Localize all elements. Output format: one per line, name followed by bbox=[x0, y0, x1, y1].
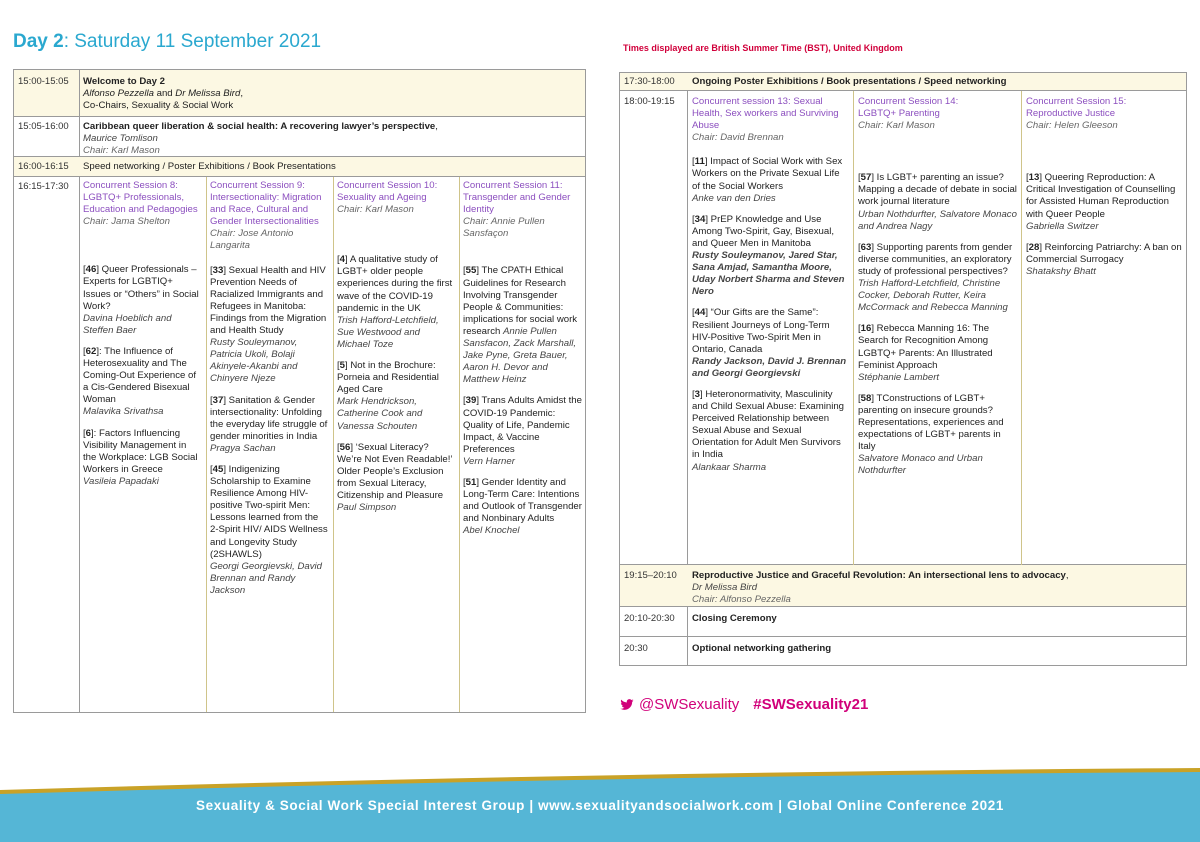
paper-title: ] ‘Sexual Literacy? We’re Not Even Readable!’ Older People’s Exclusion from Sexual Literacy, Citizenship and Pleasure bbox=[337, 441, 453, 501]
paper: [11] Impact of Social Work with Sex Workers on the Private Sexual Life of the Social Workers Anke van den Dries bbox=[692, 156, 850, 204]
paper-authors: Malavika Srivathsa bbox=[83, 406, 164, 418]
paper-title: ] Heteronormativity, Masculinity and Child Sexual Abuse: Examining Perceived Relationship between Sexual Abuse and Sexual Orientation for Adult Men Survivors in India bbox=[692, 388, 844, 461]
paper-authors: Vern Harner bbox=[463, 455, 515, 467]
caribbean-cell bbox=[83, 121, 573, 157]
time-cell: 15:00-15:05 bbox=[18, 76, 69, 87]
closing-title: Closing Ceremony bbox=[692, 613, 777, 624]
session-14-sub: LGBTQ+ Parenting bbox=[858, 108, 940, 120]
paper-id: 5 bbox=[339, 360, 346, 372]
paper-title: ] Queering Reproduction: A Critical Investigation of Counselling for Assisted Human Reproduction with Queer People bbox=[1026, 172, 1176, 220]
time-cell: 16:00-16:15 bbox=[18, 161, 69, 172]
paper-authors: Mark Hendrickson, Catherine Cook and Vanessa Schouten bbox=[337, 396, 423, 432]
paper-authors: Paul Simpson bbox=[337, 502, 397, 514]
paper: [62]: The Influence of Heterosexuality and The Coming-Out Experience of a Cis-Gendered Bisexual Woman Malavika Srivathsa bbox=[83, 346, 201, 419]
paper: [56] ‘Sexual Literacy? We’re Not Even Readable!’ Older People’s Exclusion from Sexual Literacy, Citizenship and Pleasure Paul Simpson bbox=[337, 442, 455, 515]
page-title bbox=[13, 31, 321, 53]
paper: [58] TConstructions of LGBT+ parenting on insecure grounds? Representations, experiences and expectations of LGBT+ parents in Italy Salvatore Monaco and Urban Nothdurfter bbox=[858, 393, 1018, 478]
hashtag-link[interactable]: #SWSexuality21 bbox=[753, 696, 869, 713]
paper: [6]: Factors Influencing Visibility Management in the Workplace: LGB Social Workers in Greece Vasileia Papadaki bbox=[83, 428, 201, 488]
paper-authors: Davina Hoeblich and Steffen Baer bbox=[83, 312, 172, 336]
paper-authors: Stéphanie Lambert bbox=[858, 371, 940, 383]
time-cell: 20:10-20:30 bbox=[624, 613, 675, 624]
paper-title: ] Impact of Social Work with Sex Workers on the Private Sexual Life of the Social Workers bbox=[692, 156, 843, 192]
paper-title: ] Gender Identity and Long-Term Care: Intentions and Outlook of Transgender and Nonbinary Adults bbox=[463, 476, 582, 525]
time-cell: 15:05-16:00 bbox=[18, 121, 69, 132]
session-10-chair: Chair: Karl Mason bbox=[337, 204, 414, 216]
paper-authors: Trish Hafford-Letchfield, Sue Westwood and Michael Toze bbox=[337, 314, 439, 350]
paper-id: 6 bbox=[85, 427, 92, 439]
time-cell: 18:00-19:15 bbox=[624, 96, 675, 107]
paper-id: 37 bbox=[212, 394, 224, 406]
paper: [13] Queering Reproduction: A Critical Investigation of Counselling for Assisted Human Reproduction with Queer People Gabriella Switzer bbox=[1026, 172, 1184, 232]
paper: [34] PrEP Knowledge and Use Among Two-Spirit, Gay, Bisexual, and Queer Men in Manitoba Rusty Souleymanov, Jared Star, Sana Amjad, Samantha Moore, Uday Norbert Sharma and Steven Nero bbox=[692, 214, 850, 299]
paper-title: ] Trans Adults Amidst the COVID-19 Pandemic: Quality of Life, Pandemic Impact, & Vaccine Preferences bbox=[463, 395, 582, 455]
paper-authors: Urban Nothdurfter, Salvatore Monaco and Andrea Nagy bbox=[858, 208, 1017, 232]
paper-title: ] Queer Professionals – Experts for LGBTIQ+ Issues or “Others” in Social Work? bbox=[83, 264, 199, 312]
session-13-chair: Chair: David Brennan bbox=[692, 132, 784, 144]
repro-speaker: Dr Melissa Bird bbox=[692, 582, 758, 594]
session-10-head: Concurrent Session 10 bbox=[337, 180, 435, 191]
paper-id: 56 bbox=[339, 441, 351, 453]
session-14-cell: Concurrent Session 14: LGBTQ+ Parenting Chair: Karl Mason [57] Is LGBT+ parenting an issue? Mapping a decade of debate in social work journal literature Urban Nothdurfter, Salvatore Monaco and Andrea Nagy [63] Supporting parents from gender diverse communities, an exploratory study of professional perspectives? Trish Hafford-Letchfield, Christine Cocker, Deborah Rutter, Keira McCormack and Rebecca Manning [16] Rebecca Manning 16: The Search for Recognition Among LGBTQ+ Parents: An Illustrated Feminist Approach Stéphanie Lambert [58] TConstructions of LGBT+ parenting on insecure grounds? Representations, experiences and expectations of LGBT+ parents in Italy Salvatore Monaco and Urban Nothdurfter bbox=[858, 96, 1017, 477]
welcome-title: Welcome to Day 2 bbox=[83, 76, 165, 87]
speed-title: Speed networking / Poster Exhibitions / Book Presentations bbox=[83, 161, 336, 172]
paper-title: ] “Our Gifts are the Same”: Resilient Journeys of Long-Term HIV-Positive Two-Spirit Men in Ontario, Canada bbox=[692, 307, 830, 355]
paper-title: ] Indigenizing Scholarship to Examine Resilience Among HIV-positive Two-spirit Men: Lessons learned from the 2-Spirit HIV/ AIDS Wellness and Longevity Study (2SHAWLS) bbox=[210, 463, 328, 560]
paper: [5] Not in the Brochure: Porneia and Residential Aged Care Mark Hendrickson, Catherine Cook and Vanessa Schouten bbox=[337, 360, 455, 433]
session-15-head: Concurrent Session 15 bbox=[1026, 96, 1124, 107]
session-9-cell: Concurrent Session 9: Intersectionality: Migration and Race, Cultural and Gender Intersectionalities Chair: Jose Antonio Langarita [33] Sexual Health and HIV Prevention Needs of Racialized Immigrants and Refugees in Manitoba: Findings from the Migration and Health Study Rusty Souleymanov, Patricia Ukoli, Bolaji Akinyele-Akanbi and Chinyere Njeze [37] Sanitation & Gender intersectionality: Unfolding the everyday life struggle of gender minorities in India Pragya Sachan [45] Indigenizing Scholarship to Examine Resilience Among HIV-positive Two-spirit Men: Lessons learned from the 2-Spirit HIV/ AIDS Wellness and Longevity Study (2SHAWLS) Georgi Georgievski, David Brennan and Randy Jackson bbox=[210, 180, 328, 596]
paper-title: ]: Factors Influencing Visibility Management in the Workplace: LGB Social Workers in Greece bbox=[83, 427, 198, 475]
paper-title: ] TConstructions of LGBT+ parenting on insecure grounds? Representations, experiences and expectations of LGBT+ parents in Italy bbox=[858, 392, 1004, 453]
repro-title: Reproductive Justice and Graceful Revolution: An intersectional lens to advocacy bbox=[692, 570, 1066, 581]
paper-authors: Shatakshy Bhatt bbox=[1026, 265, 1096, 277]
bst-note: Times displayed are British Summer Time (BST), United Kingdom bbox=[623, 43, 903, 53]
col-divider bbox=[853, 91, 854, 565]
paper: [44] “Our Gifts are the Same”: Resilient Journeys of Long-Term HIV-Positive Two-Spirit Men in Ontario, Canada Randy Jackson, David J. Brennan and Georgi Georgievski bbox=[692, 307, 850, 380]
session-8-cell: Concurrent Session 8: LGBTQ+ Professionals, Education and Pedagogies Chair: Jama Shelton [46] Queer Professionals – Experts for LGBTIQ+ Issues or “Others” in Social Work? Davina Hoeblich and Steffen Baer [62]: The Influence of Heterosexuality and The Coming-Out Experience of a Cis-Gendered Bisexual Woman Malavika Srivathsa [6]: Factors Influencing Visibility Management in the Workplace: LGB Social Workers in Greece Vasileia Papadaki bbox=[83, 180, 201, 497]
welcome-chair-2: Dr Melissa Bird bbox=[175, 88, 241, 100]
paper-id: 33 bbox=[212, 264, 224, 276]
paper: [4] A qualitative study of LGBT+ older people experiences during the first wave of the COVID-19 pandemic in the UK Trish Hafford-Letchfield, Sue Westwood and Michael Toze bbox=[337, 254, 455, 351]
session-15-chair: Chair: Helen Gleeson bbox=[1026, 120, 1118, 132]
col-divider bbox=[459, 177, 460, 712]
session-13-cell: Concurrent session 13: Sexual Health, Sex workers and Surviving Abuse Chair: David Brennan [11] Impact of Social Work with Sex Workers on the Private Sexual Life of the Social Workers Anke van den Dries [34] PrEP Knowledge and Use Among Two-Spirit, Gay, Bisexual, and Queer Men in Manitoba Rusty Souleymanov, Jared Star, Sana Amjad, Samantha Moore, Uday Norbert Sharma and Steven Nero [44] “Our Gifts are the Same”: Resilient Journeys of Long-Term HIV-Positive Two-Spirit Men in Ontario, Canada Randy Jackson, David J. Brennan and Georgi Georgievski [3] Heteronormativity, Masculinity and Child Sexual Abuse: Examining Perceived Relationship between Sexual Abuse and Sexual Orientation for Adult Men Survivors in India Alankaar Sharma bbox=[692, 96, 850, 483]
and-text: and bbox=[153, 88, 176, 100]
paper-id: 46 bbox=[85, 264, 97, 276]
comma: , bbox=[240, 88, 243, 100]
row-concurrent-8-11 bbox=[14, 177, 585, 712]
paper: [33] Sexual Health and HIV Prevention Needs of Racialized Immigrants and Refugees in Manitoba: Findings from the Migration and Health Study Rusty Souleymanov, Patricia Ukoli, Bolaji Akinyele-Akanbi and Chinyere Njeze bbox=[210, 264, 327, 385]
time-cell: 16:15-17:30 bbox=[18, 181, 69, 192]
paper-id: 44 bbox=[694, 307, 706, 319]
paper-id: 16 bbox=[860, 323, 872, 335]
session-8-head: Concurrent Session 8 bbox=[83, 180, 176, 191]
paper-title: ] Sanitation & Gender intersectionality: Unfolding the everyday life struggle of gender minorities in India bbox=[210, 394, 328, 442]
col-divider bbox=[1021, 91, 1022, 565]
row-ongoing bbox=[620, 73, 1186, 91]
paper-authors: Annie Pullen Sansfacon, Zack Marshall, Jake Pyne, Greta Bauer, Aaron H. Devor and Matthew Heinz bbox=[463, 325, 577, 386]
paper: [45] Indigenizing Scholarship to Examine Resilience Among HIV-positive Two-spirit Men: Lessons learned from the 2-Spirit HIV/ AIDS Wellness and Longevity Study (2SHAWLS) Georgi Georgievski, David Brennan and Randy Jackson bbox=[210, 463, 328, 596]
paper-authors: Anke van den Dries bbox=[692, 192, 776, 204]
paper-id: 63 bbox=[860, 241, 872, 253]
optional-title: Optional networking gathering bbox=[692, 643, 832, 654]
paper-id: 57 bbox=[860, 172, 872, 184]
session-10-cell: Concurrent Session 10: Sexuality and Ageing Chair: Karl Mason [4] A qualitative study of LGBT+ older people experiences during the first wave of the COVID-19 pandemic in the UK Trish Hafford-Letchfield, Sue Westwood and Michael Toze [5] Not in the Brochure: Porneia and Residential Aged Care Mark Hendrickson, Catherine Cook and Vanessa Schouten [56] ‘Sexual Literacy? We’re Not Even Readable!’ Older People’s Exclusion from Sexual Literacy, Citizenship and Pleasure Paul Simpson bbox=[337, 180, 455, 523]
row-speed-networking bbox=[14, 157, 585, 177]
paper: [46] Queer Professionals – Experts for LGBTIQ+ Issues or “Others” in Social Work? Davina Hoeblich and Steffen Baer bbox=[83, 264, 201, 337]
paper-id: 34 bbox=[694, 213, 706, 225]
welcome-sub: Co-Chairs, Sexuality & Social Work bbox=[83, 100, 234, 112]
paper-authors: Alankaar Sharma bbox=[692, 461, 767, 473]
session-13-sub: Sexual Health, Sex workers and Surviving Abuse bbox=[692, 96, 839, 132]
row-optional bbox=[620, 637, 1186, 665]
footer-text: Sexuality & Social Work Special Interest Group | www.sexualityandsocialwork.com | Global Online Conference 2021 bbox=[196, 798, 1004, 813]
paper: [57] Is LGBT+ parenting an issue? Mapping a decade of debate in social work journal literature Urban Nothdurfter, Salvatore Monaco and Andrea Nagy bbox=[858, 172, 1017, 232]
paper-id: 45 bbox=[212, 463, 224, 475]
paper-id: 28 bbox=[1028, 241, 1040, 253]
paper-title: ] The CPATH Ethical Guidelines for Research Involving Transgender People & Communities: implications for social work research bbox=[463, 265, 578, 337]
paper-authors: Georgi Georgievski, David Brennan and Randy Jackson bbox=[210, 560, 322, 596]
row-welcome bbox=[14, 70, 585, 117]
row-reproductive-justice bbox=[620, 565, 1186, 607]
paper-id: 39 bbox=[465, 395, 477, 407]
session-11-sub: Transgender and Gender Identity bbox=[463, 192, 571, 216]
paper-id: 58 bbox=[860, 392, 872, 404]
date-label: : Saturday 11 September 2021 bbox=[63, 31, 322, 52]
paper-id: 51 bbox=[465, 476, 477, 488]
session-9-chair: Chair: Jose Antonio Langarita bbox=[210, 228, 294, 252]
paper: [3] Heteronormativity, Masculinity and Child Sexual Abuse: Examining Perceived Relationship between Sexual Abuse and Sexual Orientation for Adult Men Survivors in India Alankaar Sharma bbox=[692, 389, 850, 474]
session-8-sub: LGBTQ+ Professionals, Education and Pedagogies bbox=[83, 192, 198, 216]
session-14-chair: Chair: Karl Mason bbox=[858, 120, 935, 132]
paper-authors: Trish Hafford-Letchfield, Christine Cocker, Deborah Rutter, Keira McCormack and Rebecca Manning bbox=[858, 278, 1008, 314]
session-11-head: Concurrent Session 11 bbox=[463, 180, 560, 191]
paper: [28] Reinforcing Patriarchy: A ban on Commercial Surrogacy Shatakshy Bhatt bbox=[1026, 242, 1184, 278]
comma: , bbox=[435, 121, 438, 132]
paper-authors: Rusty Souleymanov, Patricia Ukoli, Bolaji Akinyele-Akanbi and Chinyere Njeze bbox=[210, 337, 298, 385]
session-9-sub: Intersectionality: Migration and Race, Cultural and Gender Intersectionalities bbox=[210, 192, 322, 228]
comma: , bbox=[1065, 570, 1069, 581]
paper-title: ] PrEP Knowledge and Use Among Two-Spirit, Gay, Bisexual, and Queer Men in Manitoba bbox=[692, 213, 835, 249]
row-closing bbox=[620, 607, 1186, 637]
twitter-bird-icon bbox=[619, 699, 635, 711]
paper-authors: Gabriella Switzer bbox=[1026, 220, 1099, 232]
time-cell: 17:30-18:00 bbox=[624, 76, 675, 87]
session-15-sub: Reproductive Justice bbox=[1026, 108, 1116, 120]
paper-id: 11 bbox=[694, 156, 705, 168]
welcome-chair-1: Alfonso Pezzella bbox=[83, 88, 154, 100]
session-9-head: Concurrent Session 9 bbox=[210, 180, 303, 191]
paper-title: ] Sexual Health and HIV Prevention Needs of Racialized Immigrants and Refugees in Manitoba: Findings from the Migration and Health Study bbox=[210, 264, 327, 337]
right-schedule-table bbox=[619, 72, 1187, 666]
paper-id: 4 bbox=[339, 254, 346, 266]
paper-id: 55 bbox=[465, 265, 477, 277]
session-8-chair: Chair: Jama Shelton bbox=[83, 216, 170, 228]
paper: [16] Rebecca Manning 16: The Search for Recognition Among LGBTQ+ Parents: An Illustrated Feminist Approach Stéphanie Lambert bbox=[858, 323, 1018, 383]
paper-authors: Salvatore Monaco and Urban Nothdurfter bbox=[858, 453, 983, 477]
repro-chair: Chair: Alfonso Pezzella bbox=[692, 594, 791, 606]
paper-title: ] A qualitative study of LGBT+ older people experiences during the first wave of the COVID-19 pandemic in the UK bbox=[337, 254, 453, 314]
paper-id: 62 bbox=[85, 345, 97, 357]
col-divider bbox=[333, 177, 334, 712]
paper-authors: Randy Jackson, David J. Brennan and Georgi Georgievski bbox=[692, 355, 847, 379]
day-label: Day 2 bbox=[13, 31, 64, 52]
paper-authors: Pragya Sachan bbox=[210, 442, 276, 454]
paper-id: 13 bbox=[1028, 172, 1040, 184]
paper-id: 3 bbox=[694, 388, 701, 400]
paper-title: ] Supporting parents from gender diverse communities, an exploratory study of professional perspectives? bbox=[858, 241, 1013, 277]
paper: [63] Supporting parents from gender diverse communities, an exploratory study of professional perspectives? Trish Hafford-Letchfield, Christine Cocker, Deborah Rutter, Keira McCormack and Rebecca Manning bbox=[858, 242, 1018, 315]
session-15-cell: Concurrent Session 15: Reproductive Justice Chair: Helen Gleeson [13] Queering Reproduction: A Critical Investigation of Counselling for Assisted Human Reproduction with Queer People Gabriella Switzer [28] Reinforcing Patriarchy: A ban on Commercial Surrogacy Shatakshy Bhatt bbox=[1026, 96, 1184, 287]
paper-title: ] Is LGBT+ parenting an issue? Mapping a decade of debate in social work journal literature bbox=[858, 172, 1017, 208]
session-10-sub: Sexuality and Ageing bbox=[337, 192, 427, 204]
caribbean-speaker: Maurice Tomlison bbox=[83, 133, 158, 145]
twitter-handle-link[interactable]: @SWSexuality bbox=[639, 696, 740, 713]
row-caribbean bbox=[14, 117, 585, 157]
paper-authors: Rusty Souleymanov, Jared Star, Sana Amjad, Samantha Moore, Uday Norbert Sharma and Steven Nero bbox=[692, 250, 845, 298]
caribbean-chair: Chair: Karl Mason bbox=[83, 145, 160, 157]
col-divider bbox=[206, 177, 207, 712]
left-schedule-table bbox=[13, 69, 586, 713]
paper: [51] Gender Identity and Long-Term Care: Intentions and Outlook of Transgender and Nonbinary Adults Abel Knochel bbox=[463, 476, 582, 537]
ongoing-title: Ongoing Poster Exhibitions / Book presentations / Speed networking bbox=[692, 76, 1007, 87]
welcome-cell bbox=[83, 76, 573, 112]
paper: [39] Trans Adults Amidst the COVID-19 Pandemic: Quality of Life, Pandemic Impact, & Vaccine Preferences Vern Harner bbox=[463, 395, 582, 467]
paper-title: ] Not in the Brochure: Porneia and Residential Aged Care bbox=[337, 360, 439, 396]
social-links bbox=[619, 696, 868, 713]
paper-authors: Vasileia Papadaki bbox=[83, 475, 159, 487]
time-cell: 19:15–20:10 bbox=[624, 570, 677, 581]
paper-title: ] Rebecca Manning 16: The Search for Recognition Among LGBTQ+ Parents: An Illustrated Feminist Approach bbox=[858, 323, 993, 371]
paper: [55] The CPATH Ethical Guidelines for Research Involving Transgender People & Communities: implications for social work research Annie Pullen Sansfacon, Zack Marshall, Jake Pyne, Greta Bauer, Aaron H. Devor and Matthew Heinz bbox=[463, 265, 578, 386]
paper: [37] Sanitation & Gender intersectionality: Unfolding the everyday life struggle of gender minorities in India Pragya Sachan bbox=[210, 394, 328, 454]
session-11-chair: Chair: Annie Pullen Sansfaçon bbox=[463, 216, 545, 240]
repro-cell bbox=[692, 570, 1182, 606]
caribbean-title: Caribbean queer liberation & social health: A recovering lawyer’s perspective bbox=[83, 121, 436, 132]
paper-authors: Abel Knochel bbox=[463, 525, 520, 537]
paper-title: ]: The Influence of Heterosexuality and The Coming-Out Experience of a Cis-Gendered Bisexual Woman bbox=[83, 345, 197, 406]
session-14-head: Concurrent Session 14 bbox=[858, 96, 956, 107]
session-11-cell: Concurrent Session 11: Transgender and Gender Identity Chair: Annie Pullen Sansfaçon [55] The CPATH Ethical Guidelines for Research Involving Transgender People & Communities: implications for social work research Annie Pullen Sansfacon, Zack Marshall, Jake Pyne, Greta Bauer, Aaron H. Devor and Matthew Heinz [39] Trans Adults Amidst the COVID-19 Pandemic: Quality of Life, Pandemic Impact, & Vaccine Preferences Vern Harner [51] Gender Identity and Long-Term Care: Intentions and Outlook of Transgender and Nonbinary Adults Abel Knochel bbox=[463, 180, 582, 537]
paper-title: ] Reinforcing Patriarchy: A ban on Commercial Surrogacy bbox=[1026, 241, 1182, 265]
session-13-head: Concurrent session 13 bbox=[692, 96, 788, 107]
row-concurrent-13-15 bbox=[620, 91, 1186, 565]
time-cell: 20:30 bbox=[624, 643, 648, 654]
